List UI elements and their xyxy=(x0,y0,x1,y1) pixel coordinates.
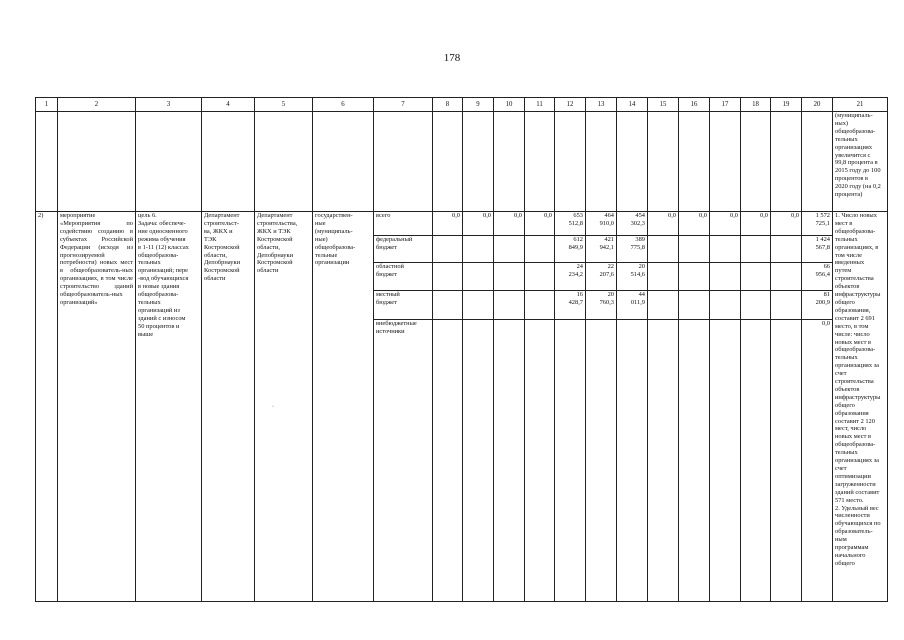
value-cell xyxy=(494,291,525,320)
header-cell: 20 xyxy=(802,98,833,112)
header-cell: 6 xyxy=(313,98,374,112)
header-cell: 18 xyxy=(741,98,771,112)
value-cell xyxy=(710,320,741,602)
value-cell xyxy=(555,320,586,602)
value-cell: 389 775,8 xyxy=(617,236,648,263)
value-cell: 44 011,9 xyxy=(617,291,648,320)
header-cell: 21 xyxy=(833,98,888,112)
row-number: 2) xyxy=(36,212,58,602)
table-row xyxy=(36,212,888,236)
value-cell: 0,0 xyxy=(648,212,679,236)
header-cell: 16 xyxy=(679,98,710,112)
coexecutor: Департамент строительства, ЖКХ и ТЭК Костромской области, Депобрнауки Костромской области xyxy=(255,212,313,602)
value-cell xyxy=(463,291,494,320)
source-name: местный бюджет xyxy=(374,291,433,320)
value-cell: 0,0 xyxy=(741,212,771,236)
value-cell: 0,0 xyxy=(433,212,463,236)
value-cell xyxy=(679,263,710,291)
value-cell xyxy=(433,291,463,320)
value-cell xyxy=(710,236,741,263)
value-cell xyxy=(710,263,741,291)
header-cell: 2 xyxy=(58,98,136,112)
goal-task: цель 6. Задача: обеспече- ние односменного режима обучения в 1-11 (12) классах общеобразова- тельных организаций; пере -вод обучающихся в новые здания общеобразова- тельных организаций из зданий с износом 50 процентов и выше xyxy=(136,212,202,602)
program-table xyxy=(35,97,888,602)
value-cell: 22 207,6 xyxy=(586,263,617,291)
value-cell xyxy=(741,320,771,602)
value-cell: 454 302,3 xyxy=(617,212,648,236)
header-cell: 10 xyxy=(494,98,525,112)
value-cell xyxy=(433,320,463,602)
header-cell: 14 xyxy=(617,98,648,112)
value-cell xyxy=(741,263,771,291)
value-cell xyxy=(679,291,710,320)
header-cell: 5 xyxy=(255,98,313,112)
value-cell xyxy=(525,320,555,602)
value-cell xyxy=(433,236,463,263)
indicators: 1. Число новых мест в общеобразова- тельных организациях, в том числе введенных путем строительства объектов инфраструктуры общего образования, составит 2 691 место, в том числе: число новых мест в общеобразова- тельных организациях за счет строительства объектов инфраструктуры общего образования составит 2 120 мест, число новых мест в общеобразова- тельных организациях за счет оптимизации загруженности зданий составит 571 место. 2. Удельный вес численности обучающихся по образователь- ным программам начального общего xyxy=(833,212,888,602)
scan-speck: · xyxy=(272,404,274,410)
header-cell: 15 xyxy=(648,98,679,112)
value-cell xyxy=(771,236,802,263)
value-cell: 0,0 xyxy=(463,212,494,236)
header-row xyxy=(36,98,888,112)
value-cell xyxy=(648,263,679,291)
value-cell: 20 514,6 xyxy=(617,263,648,291)
header-cell: 9 xyxy=(463,98,494,112)
value-cell xyxy=(463,236,494,263)
value-cell: 24 234,2 xyxy=(555,263,586,291)
value-cell xyxy=(494,320,525,602)
header-cell: 11 xyxy=(525,98,555,112)
value-cell: 66 956,4 xyxy=(802,263,833,291)
value-cell: 0,0 xyxy=(494,212,525,236)
value-cell xyxy=(771,263,802,291)
event-name: мероприятие «Мероприятия по содействию созданию в субъектах Российской Федерации (исходя из прогнозируемой потребности) новых мест в общеобразователь-ных организациях, в том числе строительство зданий общеобразователь-ных организаций» xyxy=(58,212,136,602)
value-cell: 612 849,9 xyxy=(555,236,586,263)
participants: государствен- ные (муниципаль- ные) общеобразова- тельные организации xyxy=(313,212,374,602)
value-cell xyxy=(771,320,802,602)
value-cell: 20 760,3 xyxy=(586,291,617,320)
value-cell: 0,0 xyxy=(710,212,741,236)
value-cell xyxy=(463,320,494,602)
page-number: 178 xyxy=(443,52,461,64)
value-cell: 16 428,7 xyxy=(555,291,586,320)
header-cell: 17 xyxy=(710,98,741,112)
value-cell xyxy=(525,291,555,320)
value-cell: 0,0 xyxy=(771,212,802,236)
value-cell xyxy=(679,236,710,263)
value-cell xyxy=(617,320,648,602)
value-cell xyxy=(494,236,525,263)
value-cell xyxy=(771,291,802,320)
header-cell: 8 xyxy=(433,98,463,112)
value-cell: 464 910,0 xyxy=(586,212,617,236)
value-cell xyxy=(648,320,679,602)
source-name: областной бюджет xyxy=(374,263,433,291)
value-cell: 0,0 xyxy=(525,212,555,236)
header-cell: 1 xyxy=(36,98,58,112)
header-cell: 13 xyxy=(586,98,617,112)
value-cell: 0,0 xyxy=(802,320,833,602)
value-cell xyxy=(463,263,494,291)
source-name: федеральный бюджет xyxy=(374,236,433,263)
executor: Департамент строительст- ва, ЖКХ и ТЭК Костромской области, Депобрнауки Костромской области xyxy=(202,212,255,602)
header-cell: 19 xyxy=(771,98,802,112)
value-cell xyxy=(494,263,525,291)
header-cell: 12 xyxy=(555,98,586,112)
header-cell: 3 xyxy=(136,98,202,112)
value-cell xyxy=(710,291,741,320)
header-cell: 7 xyxy=(374,98,433,112)
value-cell xyxy=(741,291,771,320)
value-cell: 1 424 567,8 xyxy=(802,236,833,263)
value-cell: 1 572 725,1 xyxy=(802,212,833,236)
source-name: внебюджетные источники xyxy=(374,320,433,602)
value-cell xyxy=(525,236,555,263)
continuation-row xyxy=(36,112,888,212)
continuation-note: (муниципаль- ных) общеобразова- тельных организациях увеличится с 99,8 процента в 2015 году до 100 процентов в 2020 году (на 0,2 процента) xyxy=(833,112,888,212)
value-cell xyxy=(741,236,771,263)
value-cell xyxy=(586,320,617,602)
value-cell xyxy=(648,291,679,320)
value-cell xyxy=(679,320,710,602)
value-cell xyxy=(648,236,679,263)
value-cell xyxy=(433,263,463,291)
header-cell: 4 xyxy=(202,98,255,112)
value-cell xyxy=(525,263,555,291)
value-cell: 653 512,8 xyxy=(555,212,586,236)
value-cell: 421 942,1 xyxy=(586,236,617,263)
source-name: всего xyxy=(374,212,433,236)
value-cell: 81 200,9 xyxy=(802,291,833,320)
value-cell: 0,0 xyxy=(679,212,710,236)
